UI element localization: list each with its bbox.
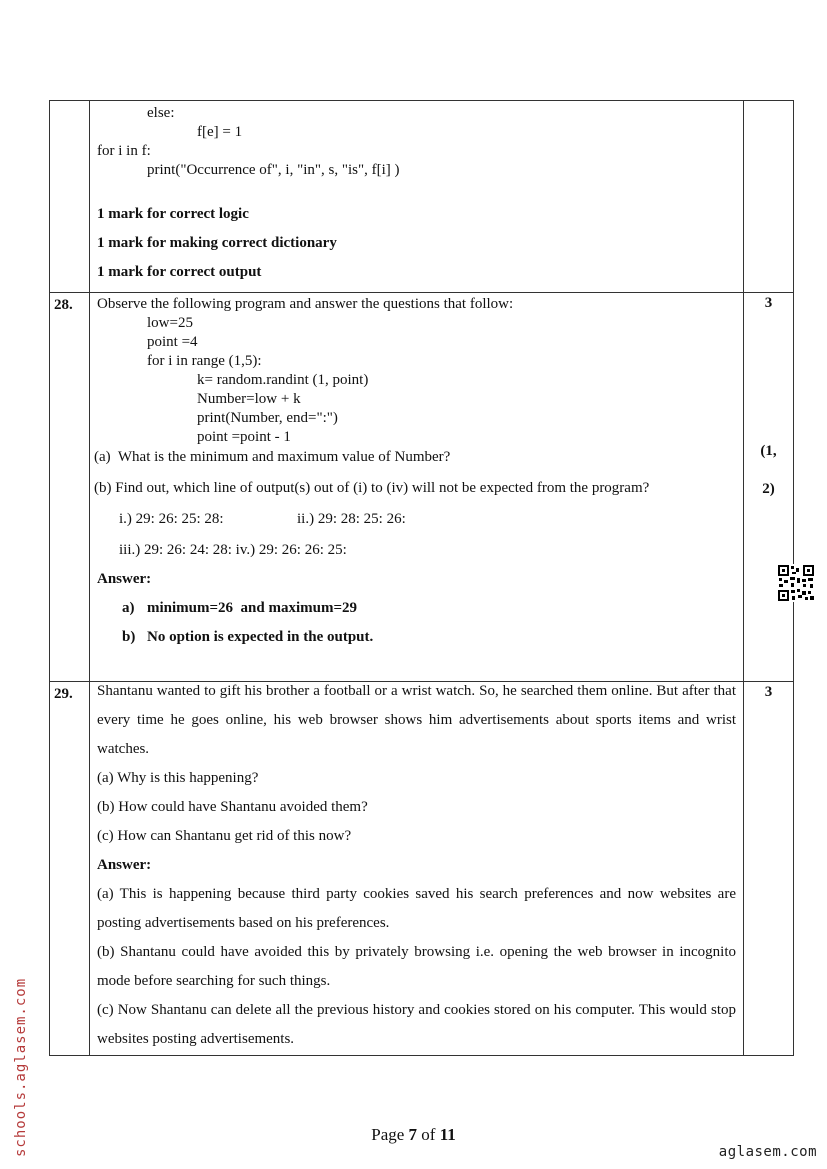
code-line: for i in f: (97, 143, 151, 159)
question-part-b: (b) Find out, which line of output(s) out of (i) to (iv) will not be expected from the program? (94, 480, 650, 496)
question-part-a: (a) What is the minimum and maximum value of Number? (94, 449, 451, 465)
qr-code-icon (777, 564, 815, 602)
code-line: print(Number, end=":") (197, 410, 338, 426)
marks-cell (744, 293, 794, 682)
code-line: low=25 (147, 315, 193, 331)
code-line: point =point - 1 (197, 429, 291, 445)
answer-b: No option is expected in the output. (147, 629, 374, 645)
answer-b-label: b) (122, 629, 136, 645)
question-part-c: (c) How can Shantanu get rid of this now? (97, 828, 352, 844)
sub-marks: (1, (760, 443, 777, 459)
code-line: point =4 (147, 334, 198, 350)
answer-a-label: a) (122, 600, 135, 616)
code-line: Number=low + k (197, 391, 301, 407)
question-part-b: (b) How could have Shantanu avoided them? (97, 799, 368, 815)
side-watermark: schools.aglasem.com (13, 977, 29, 1157)
option-2: ii.) 29: 28: 25: 26: (297, 511, 406, 527)
page-total: 11 (439, 1125, 456, 1144)
marks-cell (744, 682, 794, 1056)
question-intro: Observe the following program and answer the questions that follow: (97, 296, 514, 312)
answer-a: (a) This is happening because third party cookies saved his search preferences and now websites are posting advertisements based on his preferences. (97, 886, 736, 931)
answer-c: (c) Now Shantanu can delete all the previous history and cookies stored on his computer. This would stop websites posting advertisements. (97, 1002, 736, 1047)
content-cell (90, 293, 744, 682)
sub-marks: 2) (762, 481, 775, 497)
question-number: 29. (50, 682, 90, 1056)
question-part-a: (a) Why is this happening? (97, 770, 259, 786)
page-footer (0, 1125, 827, 1145)
answer-table (49, 100, 794, 1056)
option-1: i.) 29: 26: 25: 28: (119, 511, 224, 527)
question-intro: Shantanu wanted to gift his brother a football or a wrist watch. So, he searched them online. But after that every time he goes online, his web browser shows him advertisements about sports items and wrist watches. (97, 683, 736, 757)
code-line: else: (147, 105, 175, 121)
code-line: for i in range (1,5): (147, 353, 262, 369)
of-word: of (421, 1125, 436, 1144)
marks-value: 3 (764, 684, 773, 700)
qnum-cell (50, 101, 90, 293)
code-line: print("Occurrence of", i, "in", s, "is", f[i] ) (147, 162, 400, 178)
option-3-4: iii.) 29: 26: 24: 28: iv.) 29: 26: 26: 25: (119, 542, 347, 558)
marking-line: 1 mark for correct logic (97, 206, 249, 222)
content-cell (90, 682, 744, 1056)
answer-label: Answer: (97, 857, 152, 873)
answer-a: minimum=26 and maximum=29 (147, 600, 358, 616)
code-line: f[e] = 1 (197, 124, 243, 140)
marks-value: 3 (764, 295, 773, 311)
table-row (50, 682, 794, 1056)
page-word: Page (371, 1125, 405, 1144)
table-row (50, 293, 794, 682)
page-number: 7 (408, 1125, 418, 1144)
content-cell (90, 101, 744, 293)
marking-line: 1 mark for correct output (97, 264, 262, 280)
corner-watermark: aglasem.com (718, 1144, 817, 1160)
marking-line: 1 mark for making correct dictionary (97, 235, 337, 251)
code-line: k= random.randint (1, point) (197, 372, 369, 388)
answer-label: Answer: (97, 571, 152, 587)
question-number: 28. (50, 293, 90, 682)
table-row (50, 101, 794, 293)
answer-b: (b) Shantanu could have avoided this by privately browsing i.e. opening the web browser in incognito mode before searching for such things. (97, 944, 736, 989)
marks-cell (744, 101, 794, 293)
